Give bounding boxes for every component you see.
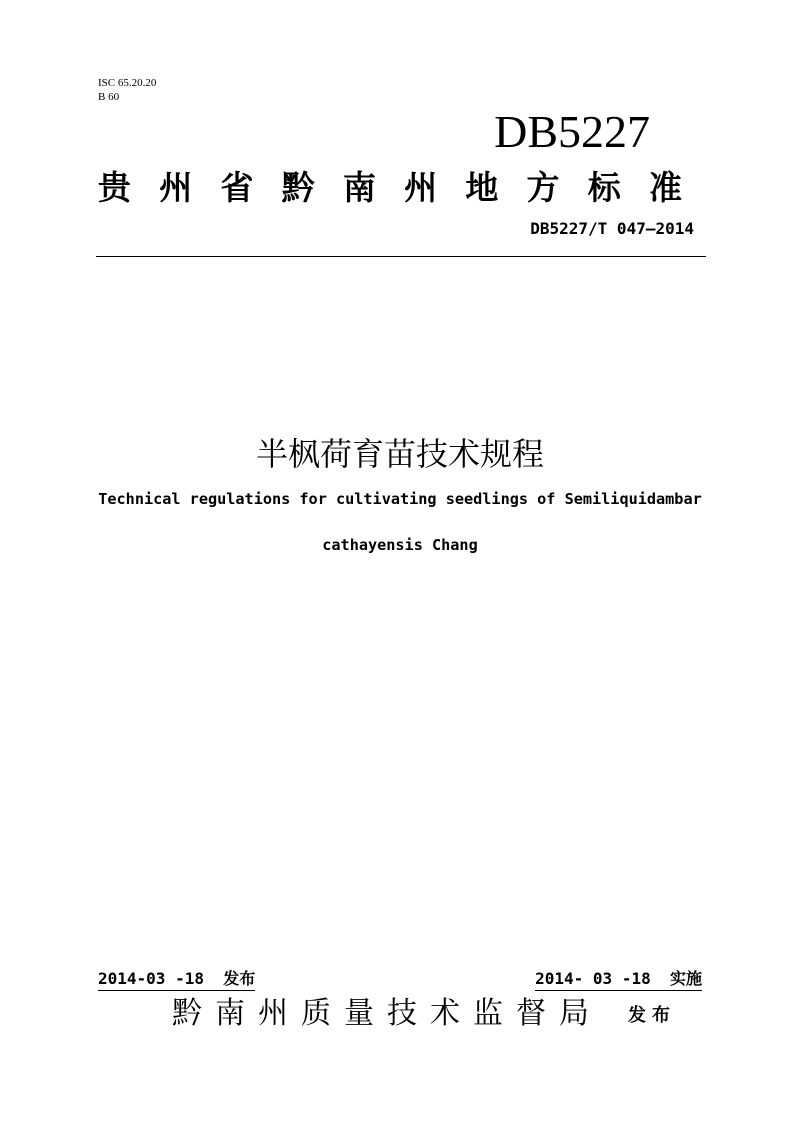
db-code: DB5227 xyxy=(494,106,650,157)
issuing-authority-suffix: 发布 xyxy=(628,1005,676,1026)
release-date: 2014-03 -18 xyxy=(98,969,204,988)
standard-category-title: 贵州省黔南州地方标准 xyxy=(98,168,704,207)
document-title-chinese: 半枫荷育苗技术规程 xyxy=(255,435,544,473)
document-title-english-line2: cathayensis Chang xyxy=(322,536,478,554)
standard-number: DB5227/T 047—2014 xyxy=(530,219,694,238)
header-divider xyxy=(96,256,706,257)
ics-code: ISC 65.20.20 xyxy=(98,77,157,89)
implement-date-block xyxy=(535,968,702,991)
implement-date: 2014- 03 -18 xyxy=(535,969,651,988)
implement-label: 实施 xyxy=(669,969,702,988)
release-date-block xyxy=(98,968,255,991)
document-title-english-line1: Technical regulations for cultivating seedlings of Semiliquidambar xyxy=(98,490,702,508)
classification-codes xyxy=(98,76,156,104)
release-label: 发布 xyxy=(223,969,256,988)
ccs-code: B 60 xyxy=(98,91,120,103)
issuing-authority: 黔南州质量技术监督局 xyxy=(172,996,602,1031)
